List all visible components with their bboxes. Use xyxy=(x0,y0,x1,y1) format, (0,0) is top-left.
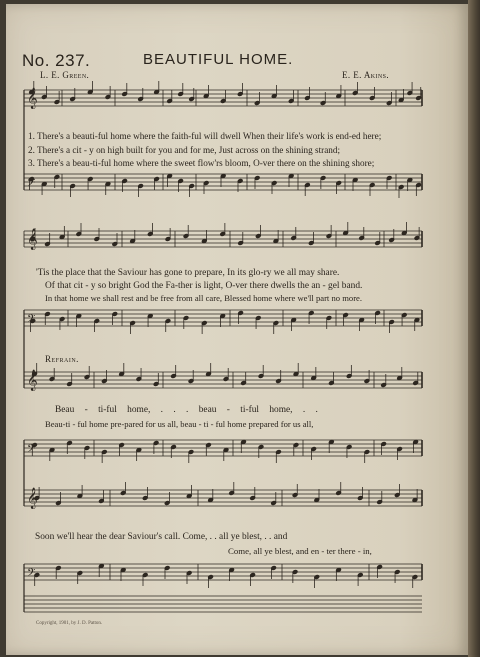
lyricist-credit: L. E. Green. xyxy=(40,70,90,80)
hymn-number: No. 237. xyxy=(22,51,91,70)
refrain-label: Refrain. xyxy=(45,354,79,364)
refrain-line-3: Soon we'll hear the dear Saviour's call. Come, . . all ye blest, . . and xyxy=(35,532,288,542)
hymn-title: BEAUTIFUL HOME. xyxy=(143,51,294,68)
refrain-line-4: Come, all ye blest, and en - ter there - in, xyxy=(228,546,372,556)
composer-credit: E. E. Akins. xyxy=(342,70,390,80)
verse-1-line-2: 'Tis the place that the Saviour has gone to prepare, In its glo-ry we all may share. xyxy=(36,268,340,278)
verse-3-line-2: In that home we shall rest and be free from all care, Blessed home where we'll part no more. xyxy=(45,293,363,303)
svg-text:𝄢: 𝄢 xyxy=(27,313,36,328)
verse-2-line-2: Of that cit - y so bright God the Fa-ther is light, O-ver there dwells the an - gel band. xyxy=(45,281,363,291)
svg-text:𝄢: 𝄢 xyxy=(27,177,36,192)
svg-text:𝄞: 𝄞 xyxy=(27,88,38,109)
refrain-line-2: Beau-ti - ful home pre-pared for us all, beau - ti - ful home prepared for us all, xyxy=(45,419,314,429)
svg-text:𝄞: 𝄞 xyxy=(27,488,38,509)
verse-1-line: 1. There's a beauti-ful home where the faith-ful will dwell When their life's work is end-ed here; xyxy=(28,131,382,141)
verse-3-line: 3. There's a beau-ti-ful home where the sweet flow'rs bloom, O-ver there on the shining shore; xyxy=(28,158,375,168)
refrain-line-1: Beau - ti-ful home, . . . beau - ti-ful home, . . xyxy=(55,405,318,415)
copyright-notice: Copyright, 1901, by J. D. Patton. xyxy=(36,621,103,626)
svg-text:𝄢: 𝄢 xyxy=(27,567,36,582)
svg-text:𝄞: 𝄞 xyxy=(27,229,38,250)
svg-text:𝄢: 𝄢 xyxy=(27,443,36,458)
svg-text:𝄞: 𝄞 xyxy=(27,370,38,391)
verse-2-line: 2. There's a cit - y on high built for you and for me, Just across on the shining strand; xyxy=(28,145,341,155)
